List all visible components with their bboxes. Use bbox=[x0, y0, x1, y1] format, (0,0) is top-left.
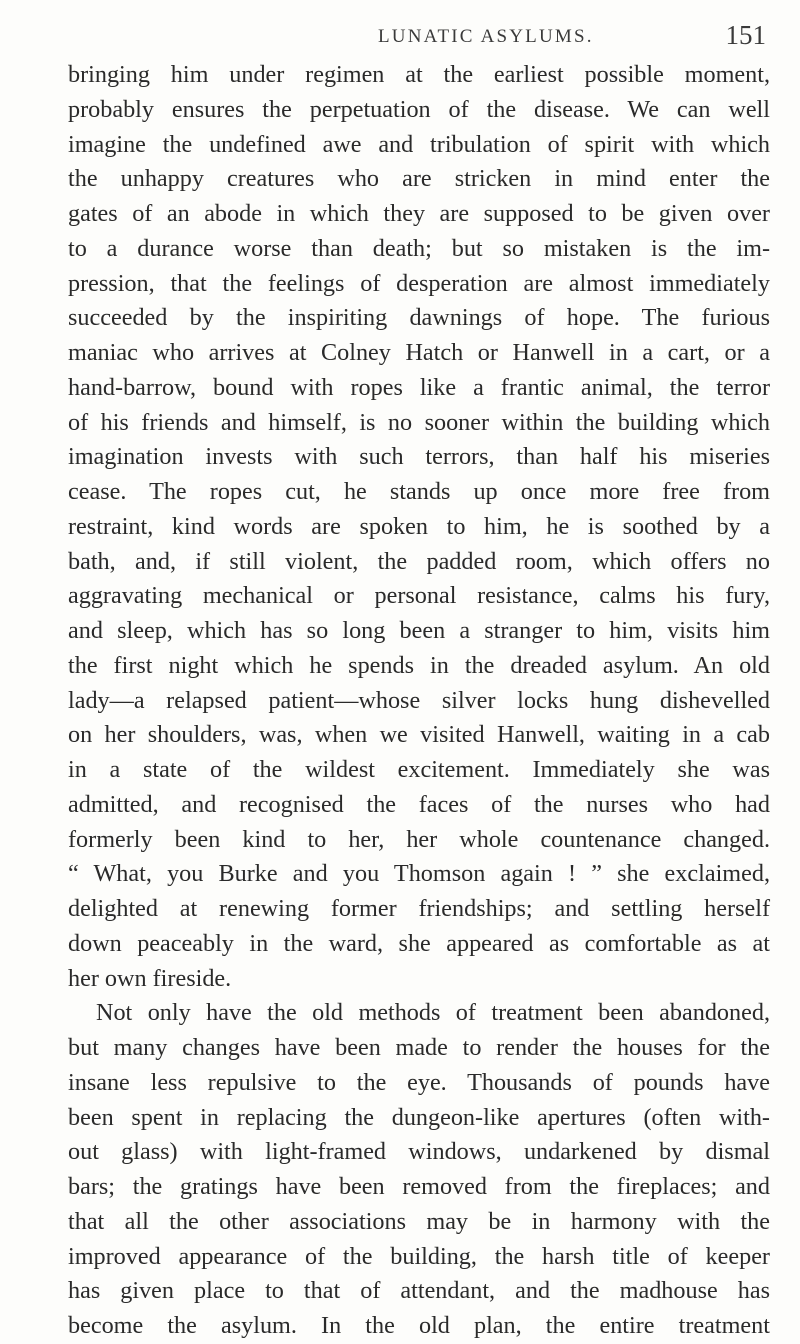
text-line: cease. The ropes cut, he stands up once more free from bbox=[68, 478, 770, 505]
text-line: in a state of the wildest excitement. Immediately she was bbox=[68, 756, 770, 783]
text-line: the first night which he spends in the dreaded asylum. An old bbox=[68, 651, 770, 679]
text-line: on her shoulders, was, when we visited Hanwell, waiting in a cab bbox=[68, 721, 770, 749]
text-line: pression, that the feelings of desperation are almost immediately bbox=[68, 269, 770, 297]
text-line: and sleep, which has so long been a stranger to him, visits him bbox=[68, 617, 770, 644]
text-line: insane less repulsive to the eye. Thousands of pounds have bbox=[68, 1068, 770, 1096]
text-line: “ What, you Burke and you Thomson again ! ” she exclaimed, bbox=[68, 860, 770, 888]
paragraph-end-line: her own fireside. bbox=[68, 964, 232, 992]
text-line: of his friends and himself, is no sooner within the building which bbox=[68, 408, 770, 436]
text-line: has given place to that of attendant, and the madhouse has bbox=[68, 1277, 770, 1305]
text-line: imagine the undefined awe and tribulation of spirit with which bbox=[68, 130, 770, 158]
page-number: 151 bbox=[725, 20, 766, 50]
text-line: bath, and, if still violent, the padded room, which offers no bbox=[68, 547, 770, 575]
text-line: bringing him under regimen at the earliest possible moment, bbox=[68, 61, 770, 88]
text-line: maniac who arrives at Colney Hatch or Hanwell in a cart, or a bbox=[68, 339, 770, 366]
text-line: aggravating mechanical or personal resistance, calms his fury, bbox=[68, 582, 770, 610]
body-text bbox=[68, 58, 770, 1344]
text-line: imagination invests with such terrors, than half his miseries bbox=[68, 443, 770, 471]
text-line: out glass) with light-framed windows, undarkened by dismal bbox=[68, 1138, 770, 1166]
running-title: LUNATIC ASYLUMS. bbox=[378, 26, 594, 47]
text-line: the unhappy creatures who are stricken in mind enter the bbox=[68, 165, 770, 193]
text-line: improved appearance of the building, the harsh title of keeper bbox=[68, 1242, 770, 1270]
text-line: gates of an abode in which they are supposed to be given over bbox=[68, 200, 770, 227]
text-line: admitted, and recognised the faces of the nurses who had bbox=[68, 790, 770, 818]
text-line: formerly been kind to her, her whole countenance changed. bbox=[68, 825, 770, 853]
text-line: succeeded by the inspiriting dawnings of hope. The furious bbox=[68, 304, 770, 332]
text-line: but many changes have been made to render the houses for the bbox=[68, 1034, 770, 1061]
text-line: that all the other associations may be in harmony with the bbox=[68, 1207, 770, 1235]
text-line: restraint, kind words are spoken to him, he is soothed by a bbox=[68, 512, 770, 540]
text-line: lady—a relapsed patient—whose silver locks hung dishevelled bbox=[68, 686, 770, 714]
text-line: delighted at renewing former friendships; and settling herself bbox=[68, 895, 770, 922]
text-line: bars; the gratings have been removed from the fireplaces; and bbox=[68, 1173, 770, 1200]
text-line: to a durance worse than death; but so mistaken is the im- bbox=[68, 234, 770, 262]
text-line: down peaceably in the ward, she appeared as comfortable as at bbox=[68, 929, 770, 957]
text-line: become the asylum. In the old plan, the entire treatment bbox=[68, 1312, 770, 1339]
text-line: been spent in replacing the dungeon-like apertures (often with- bbox=[68, 1103, 770, 1131]
text-line: probably ensures the perpetuation of the disease. We can well bbox=[68, 95, 770, 123]
text-line: hand-barrow, bound with ropes like a frantic animal, the terror bbox=[68, 373, 770, 401]
paragraph-start-line: Not only have the old methods of treatment been abandoned, bbox=[96, 999, 770, 1027]
